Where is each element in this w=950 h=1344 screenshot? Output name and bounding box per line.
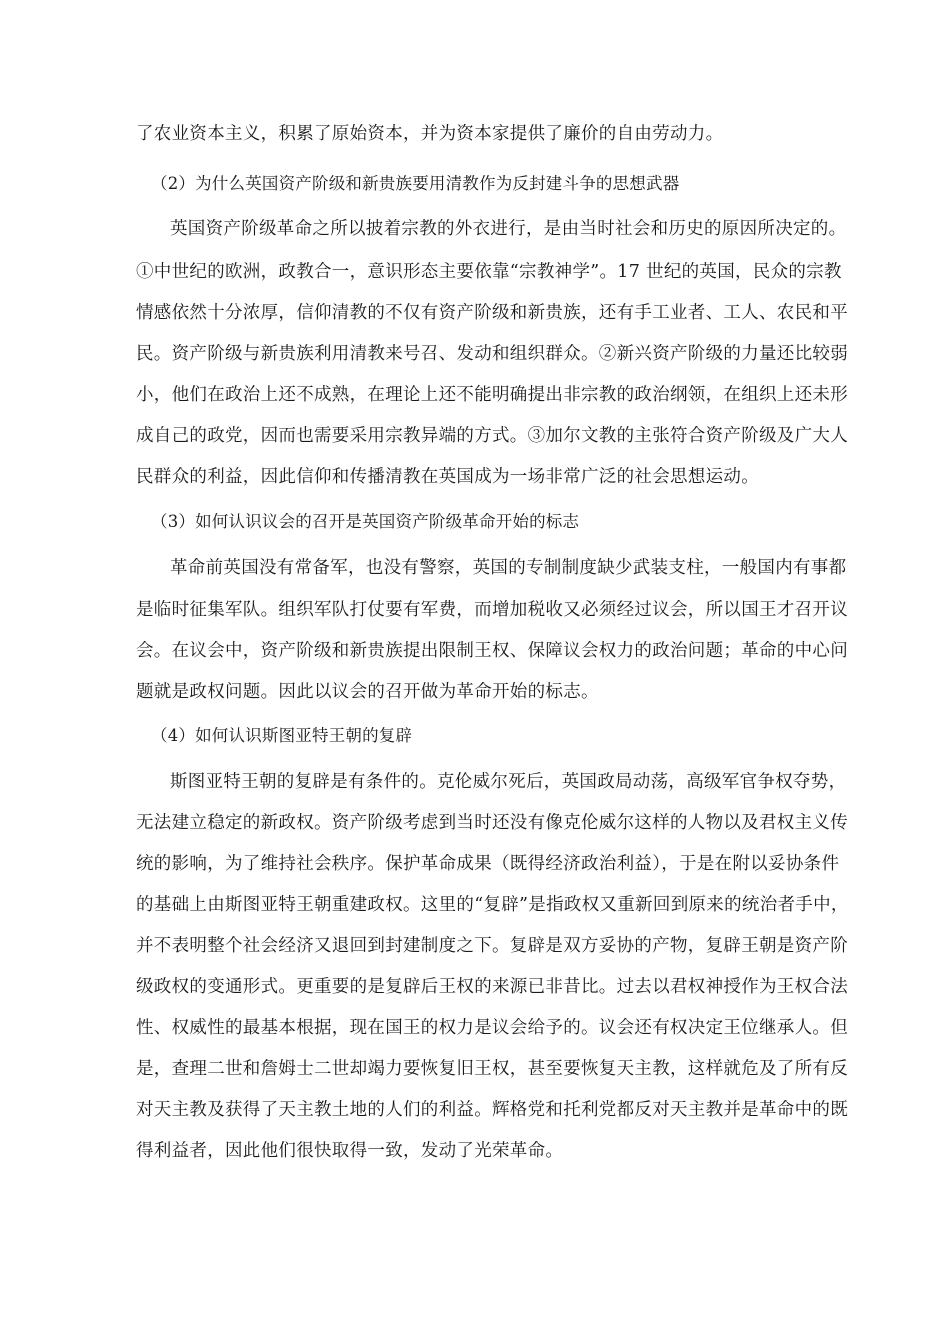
paragraph-line: 成自己的政党，因而也需要采用宗教异端的方式。③加尔文教的主张符合资产阶级及广大人	[136, 426, 848, 446]
paragraph-line: 民群众的利益，因此信仰和传播清教在英国成为一场非常广泛的社会思想运动。	[136, 467, 759, 487]
paragraph-line: 对天主教及获得了天主教土地的人们的利益。辉格党和托利党都反对天主教并是革命中的既	[136, 1100, 848, 1120]
paragraph-line: 性、权威性的最基本根据，现在国王的权力是议会给予的。议会还有权决定王位继承人。但	[136, 1018, 848, 1038]
paragraph-line: 的基础上由斯图亚特王朝重建政权。这里的“复辟”是指政权又重新回到原来的统治者手中，	[136, 895, 849, 915]
paragraph-line: 民。资产阶级与新贵族利用清教来号召、发动和组织群众。②新兴资产阶级的力量还比较弱	[136, 344, 848, 364]
paragraph-line: 得利益者，因此他们很快取得一致，发动了光荣革命。	[136, 1141, 564, 1161]
paragraph-line: 无法建立稳定的新政权。资产阶级考虑到当时还没有像克伦威尔这样的人物以及君权主义传	[136, 813, 848, 833]
paragraph-line: 是，查理二世和詹姆士二世却竭力要恢复旧王权，甚至要恢复天主教，这样就危及了所有反	[136, 1059, 848, 1079]
paragraph-line: 统的影响，为了维持社会秩序。保护革命成果（既得经济政治利益），于是在附以妥协条件	[136, 854, 840, 874]
section-heading: （3）如何认识议会的召开是英国资产阶级革命开始的标志	[151, 512, 580, 531]
paragraph-line: 级政权的变通形式。更重要的是复辟后王权的来源已非昔比。过去以君权神授作为王权合法	[136, 977, 848, 997]
paragraph-line: 题就是政权问题。因此以议会的召开做为革命开始的标志。	[136, 682, 599, 702]
paragraph-line: 英国资产阶级革命之所以披着宗教的外衣进行，是由当时社会和历史的原因所决定的。	[170, 219, 847, 239]
paragraph-line: ①中世纪的欧洲，政教合一，意识形态主要依靠“宗教神学”。17 世纪的英国，民众的宗教	[136, 262, 842, 282]
paragraph-line: 斯图亚特王朝的复辟是有条件的。克伦威尔死后，英国政局动荡，高级军官争权夺势，	[170, 772, 847, 792]
section-heading: （4）如何认识斯图亚特王朝的复辟	[151, 726, 413, 745]
paragraph-line: 是临时征集军队。组织军队打仗要有军费，而增加税收又必须经过议会，所以国王才召开议	[136, 600, 848, 620]
paragraph-line: 小，他们在政治上还不成熟，在理论上还不能明确提出非宗教的政治纲领，在组织上还未形	[136, 385, 848, 405]
paragraph-line: 了农业资本主义，积累了原始资本，并为资本家提供了廉价的自由劳动力。	[136, 124, 724, 144]
paragraph-line: 并不表明整个社会经济又退回到封建制度之下。复辟是双方妥协的产物，复辟王朝是资产阶	[136, 936, 848, 956]
paragraph-line: 情感依然十分浓厚，信仰清教的不仅有资产阶级和新贵族，还有手工业者、工人、农民和平	[136, 303, 848, 323]
paragraph-line: 革命前英国没有常备军，也没有警察，英国的专制制度缺少武装支柱，一般国内有事都	[170, 558, 847, 578]
paragraph-line: 会。在议会中，资产阶级和新贵族提出限制王权、保障议会权力的政治问题；革命的中心问	[136, 641, 848, 661]
section-heading: （2）为什么英国资产阶级和新贵族要用清教作为反封建斗争的思想武器	[151, 174, 680, 193]
